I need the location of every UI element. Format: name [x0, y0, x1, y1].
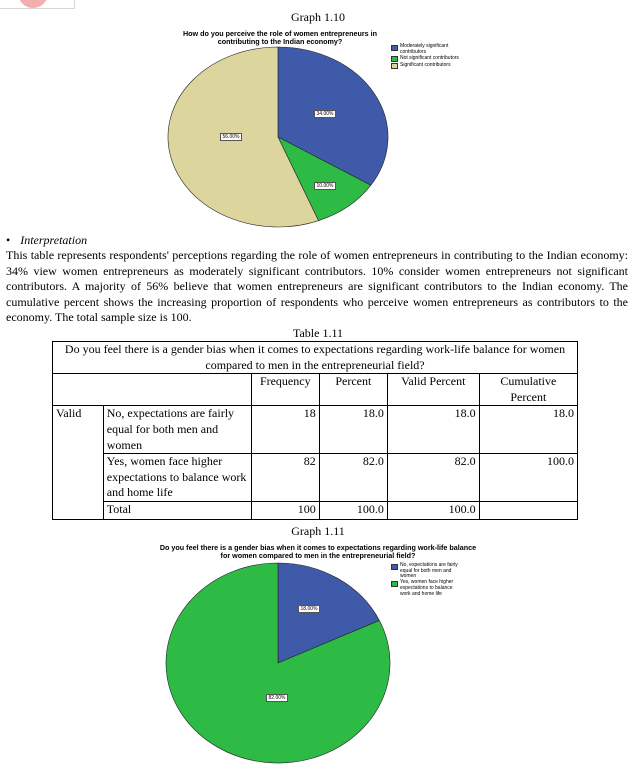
cell-percent: 100.0 [319, 502, 387, 520]
header-percent: Percent [319, 374, 387, 406]
row-label: Total [103, 502, 251, 520]
bullet-icon: • [6, 233, 11, 247]
table-row [53, 406, 578, 454]
table-row-total [53, 502, 578, 520]
legend-swatch [391, 63, 398, 69]
legend-item-significant: Significant contributors [391, 63, 460, 70]
interpretation-paragraph: This table represents respondents' perceptions regarding the role of women entrepreneurs in contributing to the Indian economy: 34% view women entrepreneurs as moderately significant contributors. 10% consider women entrepreneurs not significant contributors. A majority of 56% believe that women entrepreneurs are significant contributors to the Indian economy. The cumulative percent shows the increasing proportion of respondents who perceive women entrepreneurs as contributors to the economy. The total sample size is 100. [6, 248, 628, 325]
legend-swatch [391, 581, 398, 587]
interpretation-heading: • Interpretation [6, 233, 88, 247]
legend-swatch [391, 564, 398, 570]
pie-chart-perception [166, 45, 390, 229]
cell-frequency: 18 [251, 406, 319, 454]
table-1-11-label: Table 1.11 [292, 326, 344, 340]
slice-label-34: 34.00% [314, 110, 336, 118]
pie-chart-gender-bias [160, 561, 396, 765]
graph-1-10-label: Graph 1.10 [291, 10, 345, 24]
cell-valid-percent: 82.0 [387, 454, 479, 502]
cell-valid-percent: 18.0 [387, 406, 479, 454]
legend-swatch [391, 56, 398, 62]
chart-1-legend [391, 44, 460, 70]
cell-valid-percent: 100.0 [387, 502, 479, 520]
chart-2-title: Do you feel there is a gender bias when it comes to expectations regarding work-life balance for women compared to men in the entrepreneurial field? [159, 543, 477, 560]
row-label: No, expectations are fairly equal for both men and women [103, 406, 251, 454]
cell-frequency: 100 [251, 502, 319, 520]
table-caption: Do you feel there is a gender bias when it comes to expectations regarding work-life balance for women compared to men in the entrepreneurial field? [53, 342, 578, 374]
cell-percent: 18.0 [319, 406, 387, 454]
group-label-valid: Valid [53, 406, 104, 520]
chart-2-legend [391, 563, 460, 598]
header-frequency: Frequency [251, 374, 319, 406]
legend-item-no-equal: No, expectations are fairly equal for both men and women [391, 563, 460, 580]
slice-label-82: 82.00% [266, 694, 288, 702]
cell-cumulative: 100.0 [479, 454, 577, 502]
slice-label-56: 56.00% [220, 133, 242, 141]
cell-percent: 82.0 [319, 454, 387, 502]
legend-swatch [391, 45, 398, 51]
slice-label-18: 18.00% [298, 605, 320, 613]
chart-1-title: How do you perceive the role of women entrepreneurs in contributing to the Indian economy? [182, 29, 378, 46]
legend-item-yes-higher: Yes, women face higher expectations to balance work and home life [391, 580, 460, 597]
graph-1-11-label: Graph 1.11 [291, 524, 345, 538]
header-cumulative-percent: Cumulative Percent [479, 374, 577, 406]
frequency-table [52, 341, 578, 520]
table-row [53, 454, 578, 502]
legend-item-moderately-significant: Moderately significant contributors [391, 44, 460, 55]
cell-cumulative [479, 502, 577, 520]
header-valid-percent: Valid Percent [387, 374, 479, 406]
legend-item-not-significant: Not significant contributors [391, 56, 460, 63]
cell-frequency: 82 [251, 454, 319, 502]
table-header-blank [53, 374, 252, 406]
row-label: Yes, women face higher expectations to balance work and home life [103, 454, 251, 502]
cell-cumulative: 18.0 [479, 406, 577, 454]
corner-decoration [0, 0, 75, 9]
slice-label-10: 10.00% [314, 182, 336, 190]
